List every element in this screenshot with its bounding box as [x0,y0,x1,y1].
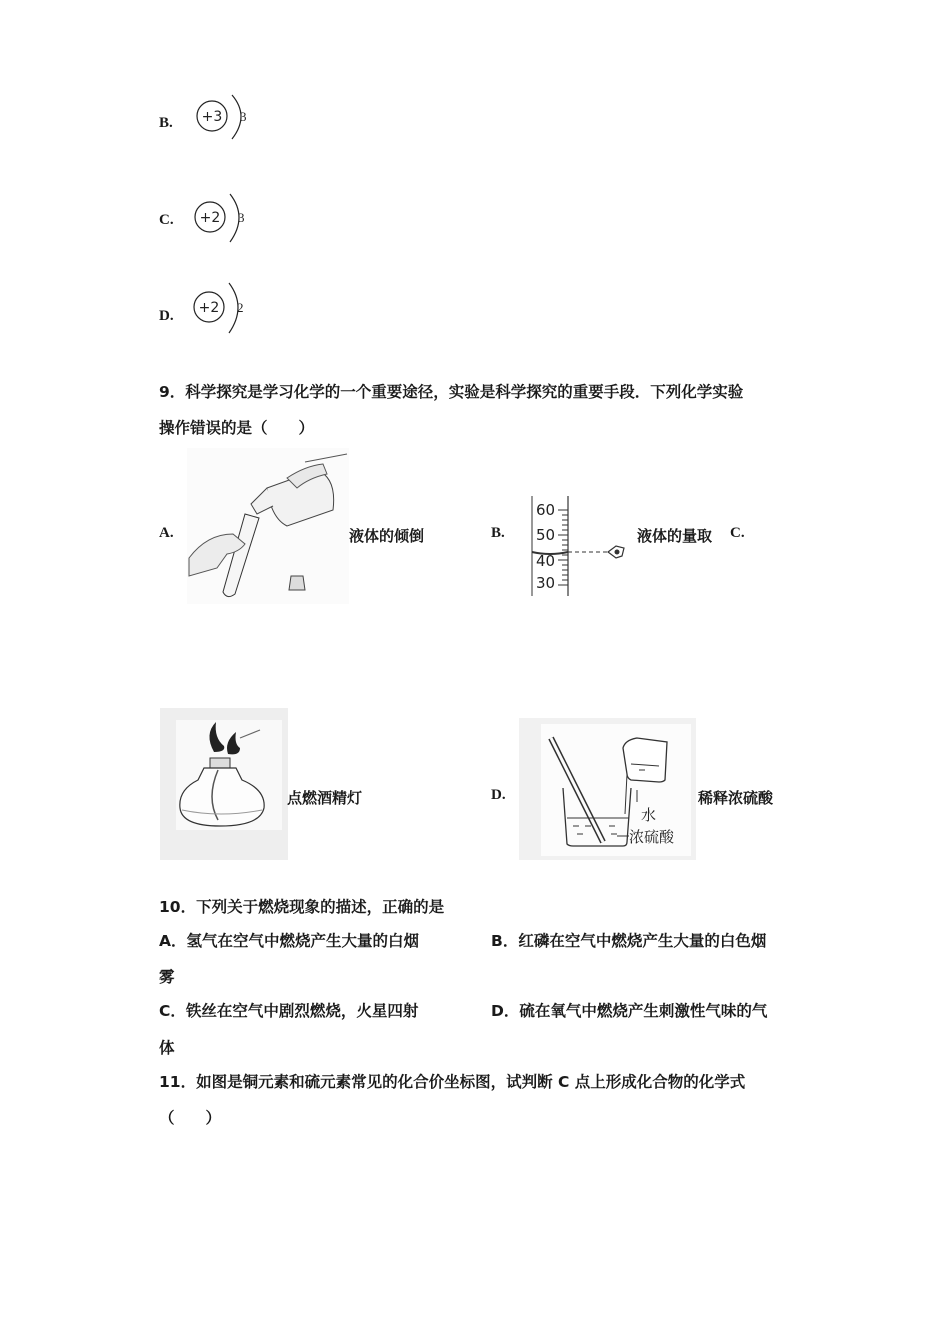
tick-label-60: 60 [536,501,556,519]
pouring-liquid-illustration [187,448,349,604]
dilute-acid-illustration [519,718,696,860]
nucleus-label-c: +2 [199,210,221,226]
electron-label-b: 3 [240,109,247,124]
q11-stem-line2: （ ） [159,1109,222,1127]
nucleus-label-b: +3 [201,109,223,125]
atom-diagram-b [188,90,258,150]
tick-label-40: 40 [536,552,556,570]
tick-label-50: 50 [536,526,556,544]
q9-option-d-letter: D. [491,787,506,803]
q10-stem: 10．下列关于燃烧现象的描述，正确的是 [159,898,445,916]
q10-option-d: D．硫在氧气中燃烧产生刺激性气味的气 [491,1002,768,1020]
q9-stem-line1: 9．科学探究是学习化学的一个重要途径，实验是科学探究的重要手段．下列化学实验 [159,383,744,401]
q9-option-a-letter: A. [159,525,174,541]
q11-stem-line1: 11．如图是铜元素和硫元素常见的化合价坐标图，试判断 C 点上形成化合物的化学式 [159,1073,746,1091]
nucleus-label-d: +2 [198,300,220,316]
water-label: 水 [641,806,657,824]
q10-option-d-wrap: 体 [159,1039,175,1057]
q9-option-a-caption: 液体的倾倒 [349,527,425,545]
q9-option-b-letter: B. [491,525,505,541]
option-d-letter: D. [159,308,174,324]
q9-option-d-caption: 稀释浓硫酸 [698,789,774,807]
measuring-cylinder-illustration [520,490,635,602]
q9-option-b-caption: 液体的量取 [637,527,713,545]
acid-label: 浓硫酸 [629,828,675,846]
q9-option-c-letter: C. [730,525,745,541]
option-b-letter: B. [159,115,173,131]
q10-option-a: A．氢气在空气中燃烧产生大量的白烟 [159,932,419,950]
electron-label-d: 2 [237,300,244,315]
atom-diagram-d [188,279,258,339]
q9-option-c-caption: 点燃酒精灯 [287,789,363,807]
alcohol-lamp-illustration [160,708,288,860]
tick-label-30: 30 [536,574,556,592]
q10-option-b-wrap: 雾 [159,968,175,986]
q10-option-c: C．铁丝在空气中剧烈燃烧，火星四射 [159,1002,419,1020]
q9-stem-line2: 操作错误的是（ ） [159,419,315,437]
q10-option-b: B．红磷在空气中燃烧产生大量的白色烟 [491,932,767,950]
atom-diagram-c [188,189,258,249]
option-c-letter: C. [159,212,174,228]
electron-label-c: 3 [238,210,245,225]
